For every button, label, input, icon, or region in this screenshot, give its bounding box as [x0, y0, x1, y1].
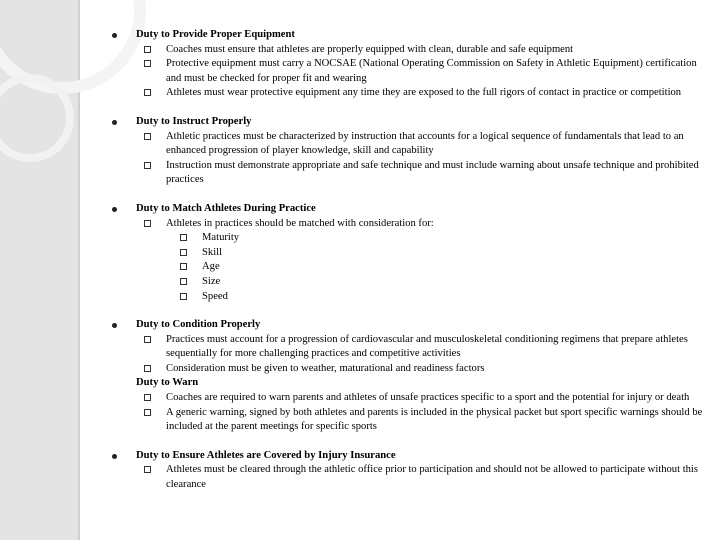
- sub-list-item: Age: [136, 260, 704, 275]
- list-item: Consideration must be given to weather, maturational and readiness factors: [136, 362, 704, 377]
- section-bullet: [112, 120, 117, 125]
- list-item: Athletes in practices should be matched with consideration for:: [136, 217, 704, 232]
- checkbox-bullet-icon: [144, 220, 151, 227]
- checkbox-bullet-icon: [180, 234, 187, 241]
- list-item: Coaches must ensure that athletes are properly equipped with clean, durable and safe equipment: [136, 43, 704, 58]
- checkbox-bullet-icon: [144, 60, 151, 67]
- slide-sidebar: [0, 0, 78, 540]
- checkbox-bullet-icon: [144, 162, 151, 169]
- list-item: A generic warning, signed by both athletes and parents is included in the physical packet but sport specific warnings should be included at the parent meetings for specific sports: [136, 406, 704, 435]
- section-title: Duty to Condition Properly: [136, 319, 261, 331]
- section-bullet: [112, 33, 117, 38]
- checkbox-bullet-icon: [144, 336, 151, 343]
- section-warn: [108, 376, 704, 434]
- sidebar-divider: [78, 0, 80, 540]
- checkbox-bullet-icon: [144, 394, 151, 401]
- section-bullet: [112, 323, 117, 328]
- checkbox-bullet-icon: [144, 133, 151, 140]
- list-item: Instruction must demonstrate appropriate and safe technique and must include warning about unsafe technique and prohibited practices: [136, 159, 704, 188]
- slide-content: [108, 28, 704, 493]
- checkbox-bullet-icon: [144, 46, 151, 53]
- list-item: Athletes must be cleared through the athletic office prior to participation and should not be allowed to participate without this clearance: [136, 463, 704, 492]
- sub-list-item: Size: [136, 275, 704, 290]
- sub-list-item: Maturity: [136, 231, 704, 246]
- sub-list-item: Speed: [136, 290, 704, 305]
- section-equipment: [108, 28, 704, 101]
- list-item: Coaches are required to warn parents and athletes of unsafe practices specific to a sport and the potential for injury or death: [136, 391, 704, 406]
- section-bullet: [112, 207, 117, 212]
- section-title: Duty to Ensure Athletes are Covered by Injury Insurance: [136, 449, 396, 461]
- checkbox-bullet-icon: [180, 278, 187, 285]
- checkbox-bullet-icon: [144, 89, 151, 96]
- checkbox-bullet-icon: [144, 365, 151, 372]
- section-title: Duty to Provide Proper Equipment: [136, 29, 295, 40]
- list-item: Practices must account for a progression of cardiovascular and musculoskeletal conditioning regimens that prepare athletes sequentially for more challenging practices and competitive activities: [136, 333, 704, 362]
- section-title: Duty to Warn: [136, 377, 199, 389]
- section-insurance: [108, 449, 704, 493]
- checkbox-bullet-icon: [180, 249, 187, 256]
- list-item: Athletes must wear protective equipment any time they are exposed to the full rigors of contact in practice or competition: [136, 86, 704, 101]
- checkbox-bullet-icon: [144, 466, 151, 473]
- section-title: Duty to Match Athletes During Practice: [136, 202, 316, 214]
- list-item: Protective equipment must carry a NOCSAE (National Operating Commission on Safety in Athletic Equipment) certification and must be checked for proper fit and wearing: [136, 57, 704, 86]
- sub-list-item: Skill: [136, 246, 704, 261]
- checkbox-bullet-icon: [180, 263, 187, 270]
- checkbox-bullet-icon: [180, 293, 187, 300]
- section-title: Duty to Instruct Properly: [136, 115, 252, 127]
- section-instruct: [108, 115, 704, 188]
- section-bullet: [112, 454, 117, 459]
- section-condition: [108, 318, 704, 376]
- section-match: [108, 202, 704, 304]
- list-item: Athletic practices must be characterized by instruction that accounts for a logical sequence of fundamentals that lead to an enhanced progression of player knowledge, skill and capability: [136, 130, 704, 159]
- checkbox-bullet-icon: [144, 409, 151, 416]
